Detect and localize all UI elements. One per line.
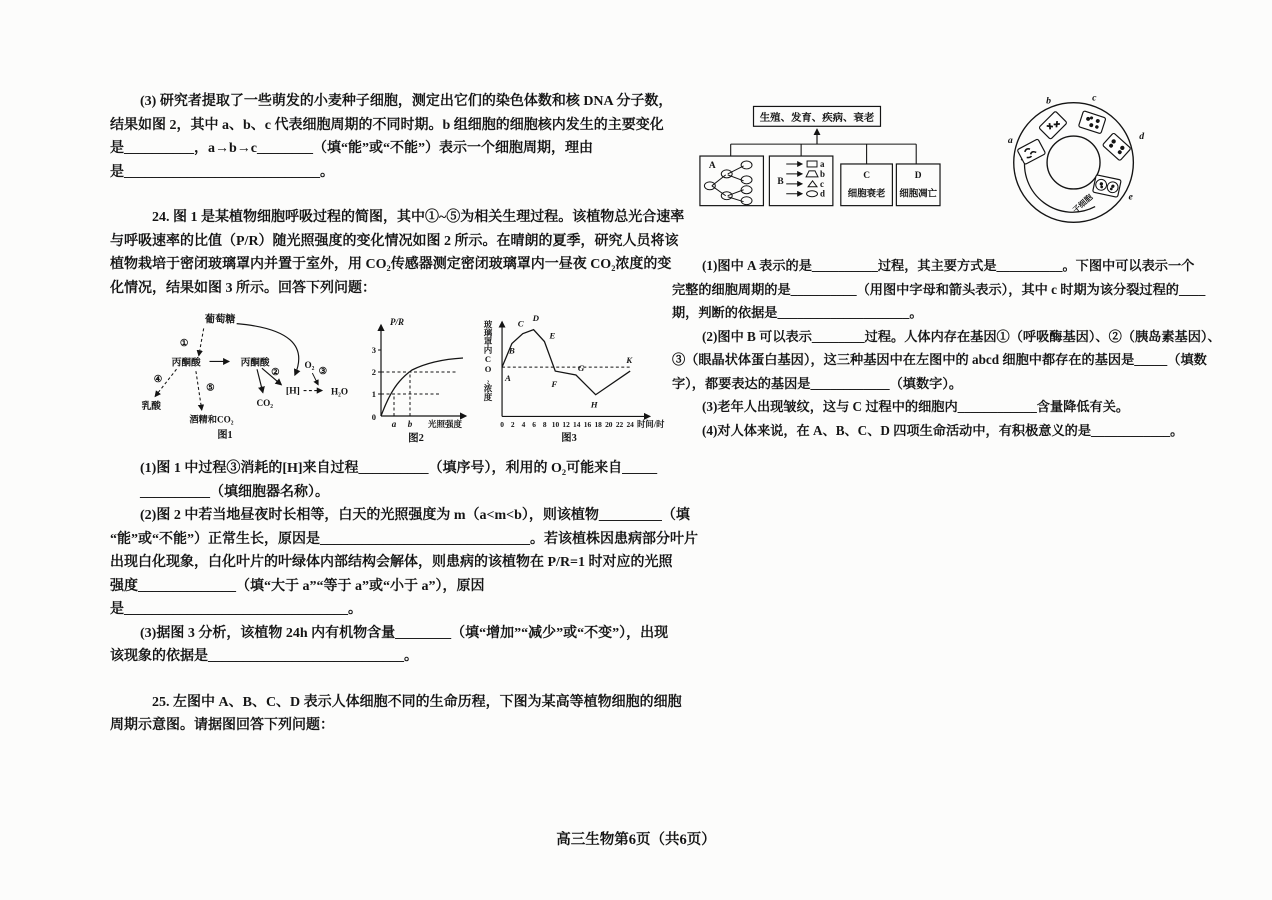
text-line: 植物栽培于密闭玻璃罩内并置于室外，用 CO₂传感器测定密闭玻璃罩内一昼夜 CO₂浓度的变	[110, 257, 672, 272]
y-axis-label: P/R	[389, 317, 405, 327]
text-line: 强度______________（填“大于 a”“等于 a”或“小于 a”），原因	[110, 578, 485, 594]
co2-time-chart-svg	[482, 308, 665, 444]
cycle-label-d: d	[1139, 130, 1145, 142]
pt-D: D	[532, 312, 540, 323]
step1-label: ①	[179, 337, 189, 349]
co2-release-arrow	[257, 369, 263, 392]
question-3-block	[110, 90, 673, 184]
question-24-subquestions	[110, 457, 698, 669]
cell-a	[1017, 139, 1046, 165]
pt-B: B	[508, 345, 515, 356]
xtick: 0	[500, 420, 504, 430]
pr-light-chart-svg	[356, 308, 476, 444]
question-25-block	[110, 691, 682, 738]
text-line: “能”或“不能”）正常生长，原因是______________________________。若该植株因患病部分叶片	[110, 531, 698, 547]
shape-label-b: b	[819, 168, 825, 179]
cell-type-shapes	[806, 161, 818, 197]
pt-A: A	[505, 372, 511, 383]
text-line: 完整的细胞周期的是__________（用图中字母和箭头表示），其中 c 时期为该分裂过程的____	[672, 281, 1206, 297]
x-axis-label: 时间/时	[637, 420, 665, 430]
text-line: 化情况，结果如图 3 所示。回答下列问题：	[110, 280, 376, 296]
left-column	[110, 90, 698, 738]
flowchart-svg	[692, 98, 942, 224]
life-history-flowchart	[692, 98, 942, 224]
cell-e-daughter-cells	[1093, 175, 1122, 198]
shape-square	[807, 161, 817, 167]
lactic-acid-label: 乳酸	[141, 400, 161, 412]
pt-C: C	[517, 318, 524, 329]
text-line: 该现象的依据是____________________________。	[110, 649, 418, 664]
co2-curve	[502, 330, 630, 395]
figure-1-respiration-diagram	[128, 308, 356, 444]
pt-G: G	[577, 363, 585, 374]
step3-label: ③	[318, 366, 328, 378]
figure-2-caption: 图2	[408, 433, 424, 444]
alcohol-co2-label: 酒精和CO₂	[189, 414, 234, 425]
top-box-label: 生殖、发育、疾病、衰老	[759, 112, 875, 124]
ytick-3: 3	[371, 345, 376, 355]
figure-2-pr-chart	[356, 308, 476, 444]
question-24-block	[110, 206, 685, 300]
xtick: 10	[551, 420, 560, 430]
xtick-a: a	[391, 419, 397, 429]
figure-1-caption: 图1	[217, 430, 233, 442]
shape-label-c: c	[819, 178, 824, 189]
inner-circle	[1047, 136, 1100, 189]
xtick-b: b	[407, 419, 413, 429]
step5-label: ⑤	[206, 382, 215, 394]
pt-K: K	[626, 355, 633, 366]
xtick: 2	[510, 420, 515, 430]
cell-b	[1039, 111, 1067, 139]
text-line: 是____________________________。	[110, 164, 334, 180]
shape-label-d: d	[819, 188, 825, 199]
question-25-subquestions	[672, 254, 1221, 442]
cycle-label-a: a	[1007, 134, 1013, 146]
step2-label: ②	[271, 367, 280, 379]
pr-curve	[381, 358, 463, 416]
alcohol-arrow	[196, 371, 202, 410]
text-line: (3) 研究者提取了一些萌发的小麦种子细胞，测定出它们的染色体数和核 DNA 分子数，	[140, 94, 673, 109]
cycle-label-b: b	[1046, 95, 1051, 107]
question-25-figures	[692, 86, 1174, 244]
xtick: 4	[521, 420, 526, 430]
differentiation-arrows	[786, 164, 802, 194]
xtick: 24	[626, 420, 634, 430]
figures-row	[128, 306, 665, 444]
shape-trapezoid	[806, 171, 818, 177]
pt-H: H	[590, 399, 598, 410]
cycle-label-c: c	[1092, 92, 1097, 104]
cell-cycle-ring	[990, 86, 1162, 238]
text-line: 24. 图 1 是某植物细胞呼吸过程的简图，其中①~⑤为相关生理过程。该植物总光合速率	[152, 210, 685, 225]
ytick-1: 1	[371, 389, 376, 399]
x-axis-label: 光照强度	[427, 419, 463, 429]
pyruvate-left-label: 丙酮酸	[171, 357, 201, 369]
xtick: 6	[532, 420, 536, 430]
daughter-cell-label: 子细胞	[1070, 192, 1095, 215]
text-line: 是________________________________。	[110, 602, 362, 617]
xtick: 16	[583, 420, 592, 430]
glucose-label: 葡萄糖	[204, 314, 236, 326]
ytick-0: 0	[371, 412, 376, 422]
text-line: (4)对人体来说，在 A、B、C、D 四项生命活动中，有积极意义的是____________。	[702, 422, 1184, 438]
co2-label: CO₂	[256, 398, 274, 409]
text-line: (2)图中 B 可以表示________过程。人体内存在基因①（呼吸酶基因）、②（胰岛素基因）、	[702, 328, 1221, 344]
box-d-text: 细胞凋亡	[899, 189, 938, 200]
text-line: (1)图中 A 表示的是__________过程，其主要方式是__________。下图中可以表示一个	[702, 258, 1195, 273]
pt-F: F	[551, 378, 558, 389]
pt-E: E	[549, 330, 556, 341]
text-line: __________（填细胞器名称）。	[140, 484, 329, 500]
cell-c	[1078, 111, 1106, 134]
step4-label: ④	[153, 373, 163, 385]
xtick: 22	[615, 420, 624, 430]
h-carrier-label: [H]	[285, 385, 300, 397]
text-line: 结果如图 2，其中 a、b、c 代表细胞周期的不同时期。b 组细胞的细胞核内发生的主要变化	[110, 117, 664, 133]
xtick: 14	[573, 420, 581, 430]
box-a-label: A	[708, 160, 716, 171]
cell-cycle-svg	[990, 86, 1162, 238]
figure-3-co2-chart	[482, 308, 665, 444]
box-c-text: 细胞衰老	[847, 189, 886, 200]
shape-triangle	[808, 181, 817, 187]
text-line: (1)图 1 中过程③消耗的[H]来自过程__________（填序号），利用的 O₂可能来自_____	[140, 461, 658, 476]
ytick-2: 2	[371, 367, 376, 377]
o2-in-arrow	[312, 373, 318, 385]
box-c-label: C	[863, 170, 871, 181]
box-d-label: D	[914, 170, 922, 181]
right-column	[672, 86, 1221, 442]
shape-label-a: a	[819, 158, 825, 169]
page-footer: 高三生物第6页（共6页）	[556, 832, 716, 848]
figure-3-caption: 图3	[561, 433, 577, 444]
respiration-pathway-svg	[128, 308, 356, 444]
text-line: 字），都要表达的基因是____________（填数字）。	[672, 375, 963, 391]
o2-label: O₂	[304, 360, 315, 371]
text-line: (3)老年人出现皱纹，这与 C 过程中的细胞内____________含量降低有关。	[702, 399, 1130, 414]
text-line: 期，判断的依据是____________________。	[672, 305, 923, 320]
step1-arrow	[199, 328, 204, 355]
h2o-label: H₂O	[330, 386, 349, 397]
xtick: 18	[594, 420, 602, 430]
co2-y-axis-label: 玻璃罩内CO₂浓度	[483, 320, 493, 401]
text-line: ③（眼晶状体蛋白基因），这三种基因中在左图中的 abcd 细胞中都存在的基因是_____（填数	[672, 352, 1207, 367]
text-line: 出现白化现象，白化叶片的叶绿体内部结构会解体，则患病的该植物在 P/R=1 时对应的光照	[110, 555, 673, 570]
pyruvate-right-label: 丙酮酸	[240, 357, 270, 369]
xtick: 20	[605, 420, 613, 430]
text-line: 与呼吸速率的比值（P/R）随光照强度的变化情况如图 2 所示。在晴朗的夏季，研究人员将该	[110, 233, 679, 249]
text-line: 是__________，a→b→c________（填“能”或“不能”）表示一个细胞周期，理由	[110, 141, 593, 156]
text-line: 25. 左图中 A、B、C、D 表示人体细胞不同的生命历程，下图为某高等植物细胞的细胞	[152, 694, 682, 710]
text-line: (2)图 2 中若当地昼夜时长相等，白天的光照强度为 m（a<m<b），则该植物_________（填	[140, 508, 690, 523]
cycle-label-e: e	[1128, 191, 1133, 203]
xtick: 12	[562, 420, 570, 430]
text-line: (3)据图 3 分析，该植物 24h 内有机物含量________（填“增加”“减少”或“不变”），出现	[140, 625, 669, 641]
box-b-label: B	[777, 176, 784, 187]
cell-d	[1102, 133, 1131, 161]
xtick: 8	[542, 420, 547, 430]
shape-oval	[807, 191, 818, 197]
text-line: 周期示意图。请据图回答下列问题：	[110, 718, 334, 733]
outer-circle	[1014, 103, 1134, 223]
